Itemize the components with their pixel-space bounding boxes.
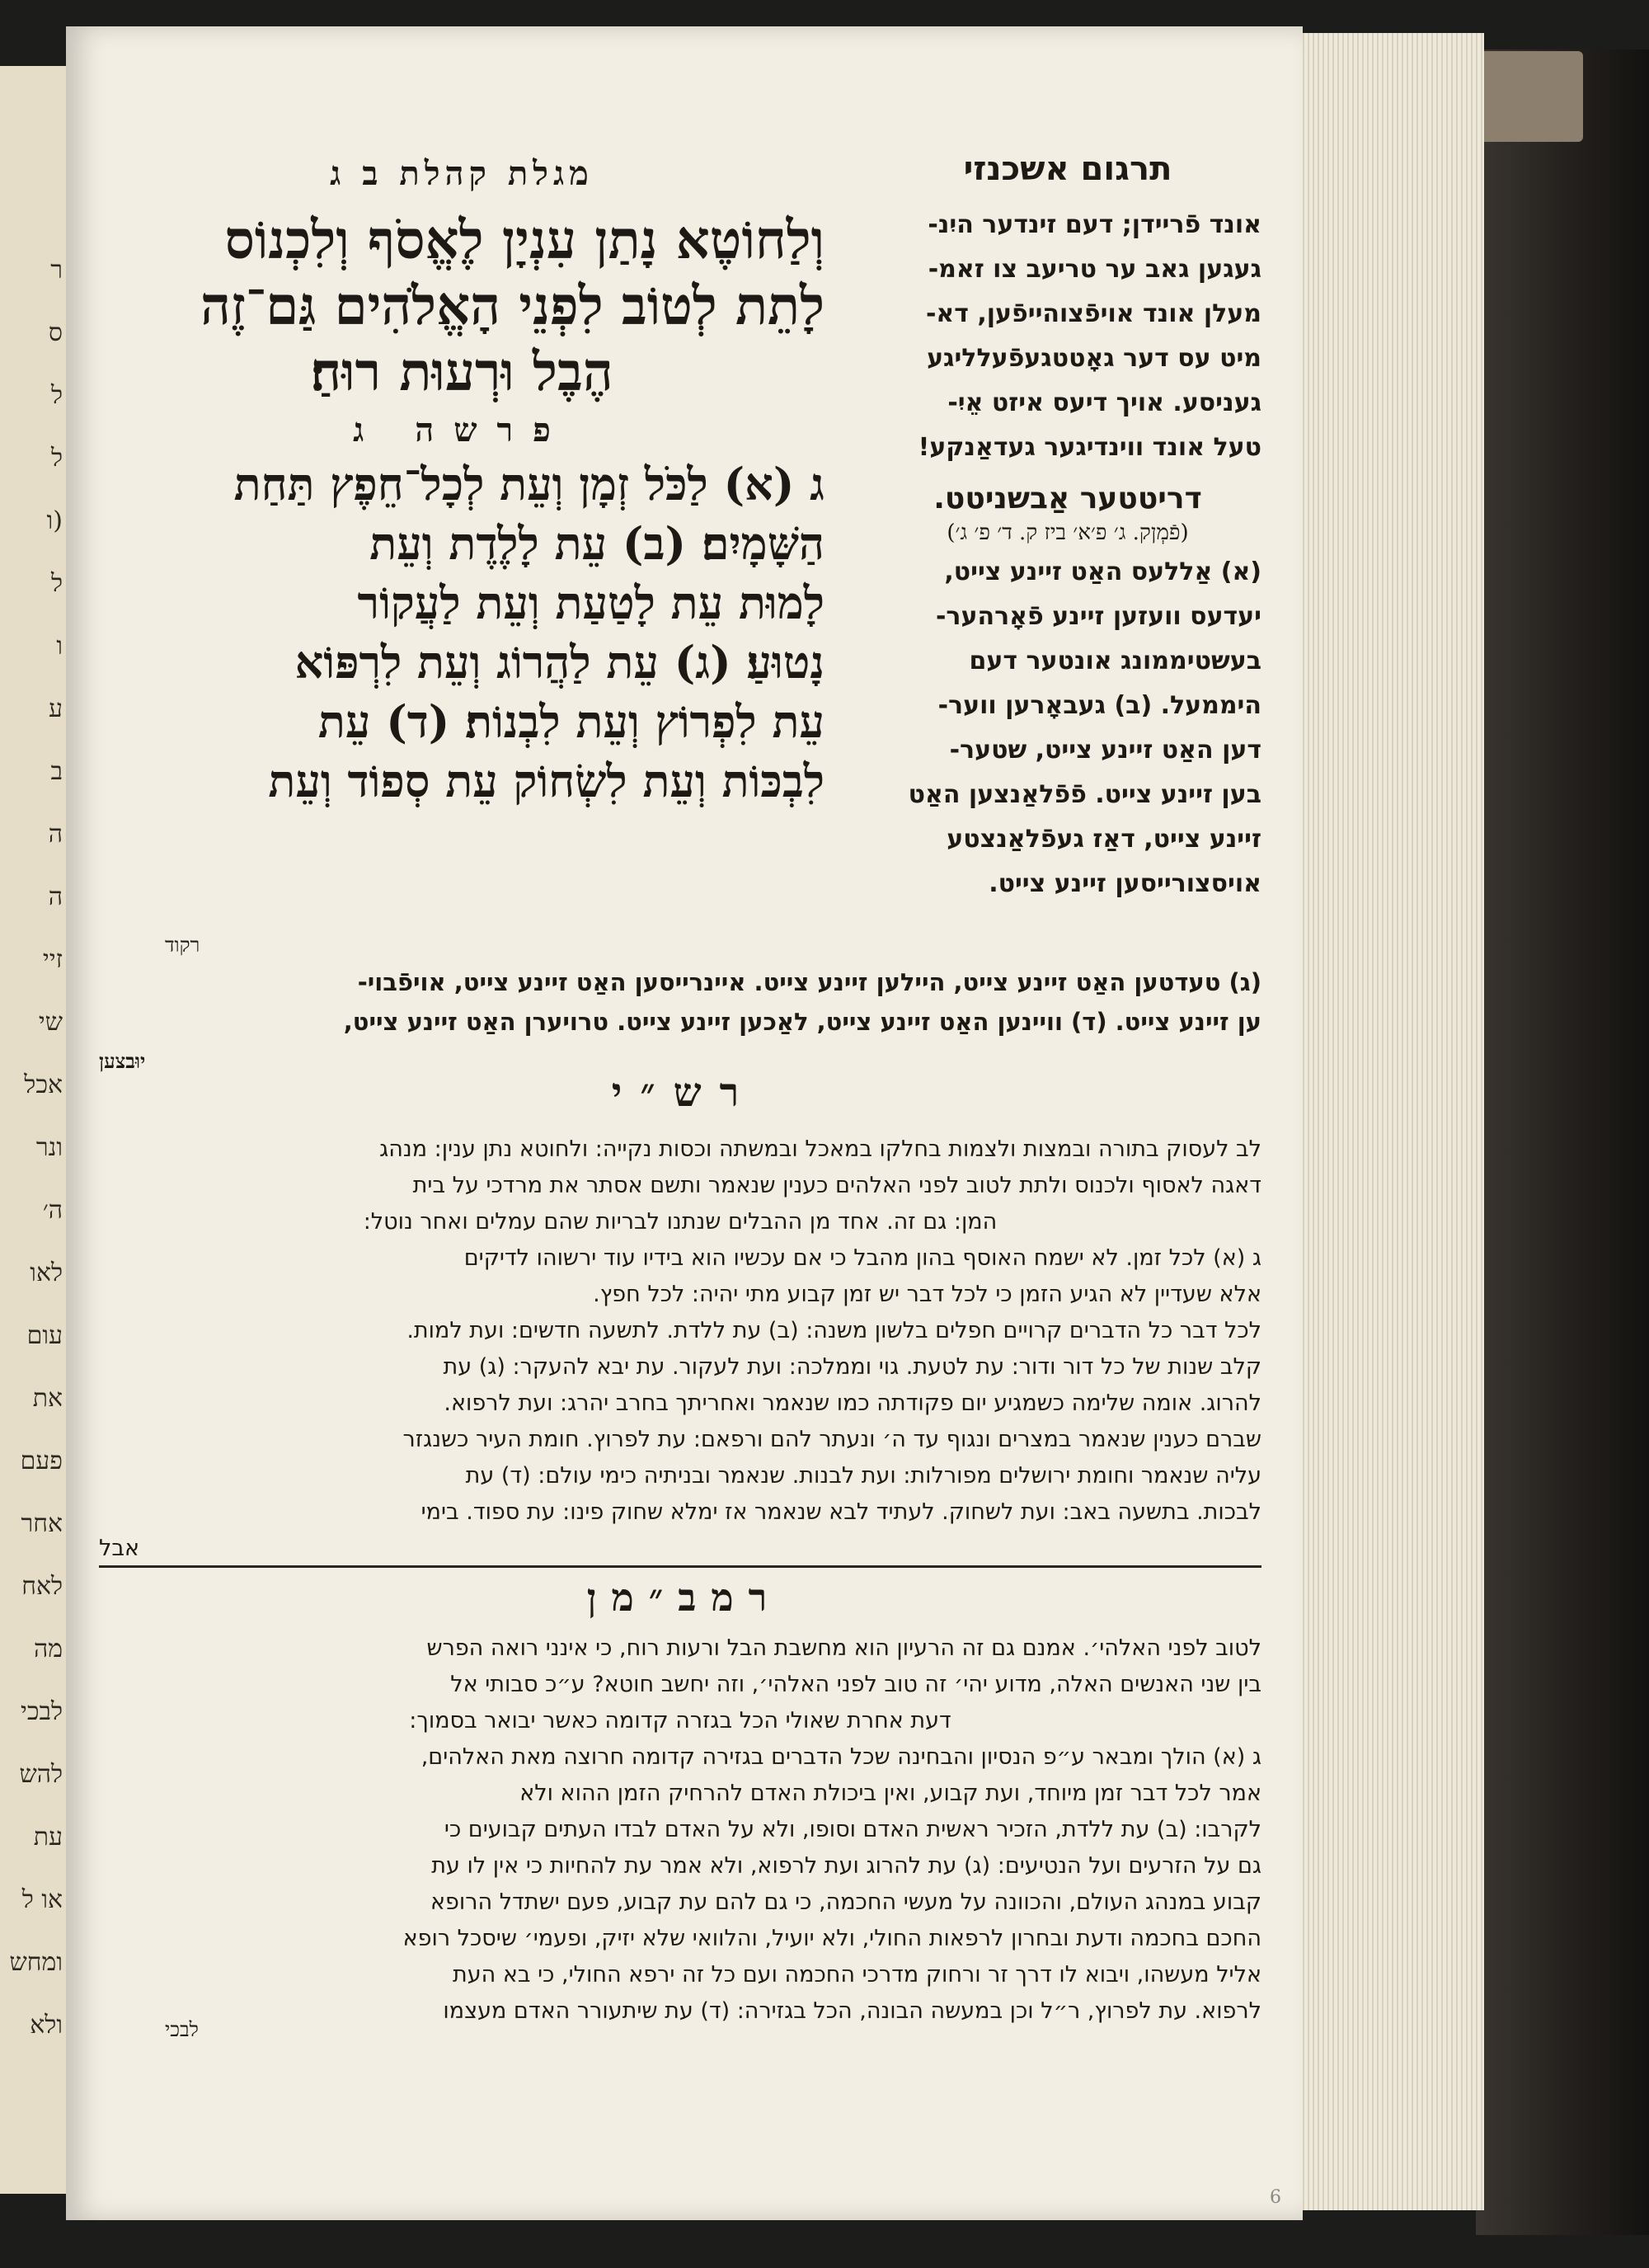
chapter-line: בען זיינע צייט. פֿפֿלאַנצען האַט <box>908 780 1261 809</box>
translation-line: טעל אונד ווינדיגער געדאַנקע! <box>918 433 1261 462</box>
translation-column <box>874 150 1261 906</box>
facing-page-fragment: להש <box>19 1760 63 1789</box>
verse-line: הֶבֶל וּרְעוּת רוּחַ׃ <box>310 341 613 403</box>
verse-line: עֵת לִפְרוֹץ וְעֵת לִבְנוֹת׃ (ד) עֵת <box>317 695 824 748</box>
facing-page-fragment: פעם <box>20 1447 63 1475</box>
ramban-line: גם על הזרעים ועל הנטיעים: (ג) עת להרוג ועת לרפוא, ולא אמר עת להחיות כי אין לו עת <box>431 1853 1261 1879</box>
facing-page-fragment: שי <box>38 1008 63 1037</box>
chapter-title: דריטטער אַבשניטט. <box>933 482 1202 515</box>
book-cover <box>1476 49 1649 2235</box>
ramban-catchword: לבכי <box>165 2018 199 2041</box>
facing-page-fragment: מה <box>33 1635 63 1663</box>
ramban-line: בין שני האנשים האלה, מדוע יהי׳ זה טוב לפני האלהי׳, וזה יחשב חוטא? ע״כ סבותי אל <box>450 1672 1261 1697</box>
catchword: יוּבצען <box>99 1049 146 1073</box>
ramban-line: לרפוא. עת לפרוץ, ר״ל וכן במעשה הבונה, הכל בגזירה: (ד) עת שיתעורר האדם מעצמו <box>443 1998 1261 2024</box>
facing-page-fragment: ה <box>48 882 63 911</box>
chapter-reference: (פֿמְןק. ג׳ פ׳א׳ ביז ק. ד׳ פ׳ ג׳) <box>947 520 1189 545</box>
translation-line: מעלן אונד אויפֿצוהייפֿען, דא- <box>925 299 1261 328</box>
ramban-line: קבוע במנהג העולם, והכוונה על מעשי החכמה, כי גם להם עת קבוע, פעם ישתדל הרופא <box>430 1889 1261 1915</box>
scroll-title: מגלת קהלת ב ג <box>330 154 594 193</box>
ramban-commentary <box>99 1630 1261 2030</box>
rashi-line: המן: גם זה. אחד מן ההבלים שנתנו לבריות שהם עמלים ואחר נוטל: <box>363 1209 998 1235</box>
verse-line: וְלַחוֹטֶא נָתַן עִנְיָן לֶאֱסֹף וְלִכְנוֹס <box>224 209 824 271</box>
verse-line: ג (א) לַכֹּל זְמָן וְעֵת לְכָל־חֵפֶץ תַּחַת <box>233 458 824 511</box>
rashi-line: שברם כענין שנאמר במצרים ונגוף עד ה׳ ונעתר להם ורפאם: עת לפרוץ. חומת העיר כשנגזר <box>402 1427 1261 1452</box>
ramban-line: החכם בחכמה ודעת ובחרון לרפאות החולי, ולא יועיל, והלוואי שלא יזיק, ופעמי׳ שיסכל רופא <box>402 1926 1261 1951</box>
ramban-line: אמר לכל דבר זמן מיוחד, ועת קבוע, ואין ביכולת האדם להרחיק הזמן ההוא ולא <box>519 1781 1261 1806</box>
translation-line: געגען גאב ער טריעב צו זאמ- <box>928 255 1261 284</box>
rashi-line: לבכות. בתשעה באב: ועת לשחוק. לעתיד לבא שנאמר אז ימלא שחוק פינו: עת ספוד. בימי <box>420 1499 1261 1525</box>
translation-lines <box>874 203 1261 470</box>
chapter-line: אויסצורייסען זיינע צייט. <box>989 869 1261 898</box>
verse-column <box>99 154 824 811</box>
facing-page-fragment: אחר <box>21 1509 63 1538</box>
facing-page-fragment: ב <box>50 757 63 786</box>
facing-page-fragment: עת <box>33 1823 63 1852</box>
section-divider <box>99 1565 1261 1568</box>
facing-page-fragment: ל <box>50 569 63 598</box>
facing-page-fragment: ס <box>48 318 63 347</box>
facing-page-fragment: ה׳ <box>42 1196 63 1225</box>
facing-page-fragment: אכל <box>24 1070 63 1099</box>
facing-page-fragment: ו <box>56 632 63 661</box>
parasha-heading: פרשה ג <box>353 411 571 449</box>
translation-span-line: (ג) טעדטען האַט זיינע צייט, היילען זיינע צייט. איינרייסען האַט זיינע צייט, אויפֿבוי- <box>357 968 1261 996</box>
facing-page-fragment: ע <box>49 694 63 723</box>
chapter-line: (א) אַללעס האַט זיינע צייט, <box>944 558 1261 586</box>
facing-page-fragment: את <box>32 1384 63 1413</box>
rashi-line: דאגה לאסוף ולכנוס ולתת לטוב לפני האלהים כענין שנאמר ותשם אסתר את מרדכי על בית <box>412 1173 1261 1198</box>
facing-page-fragment: עום <box>26 1321 63 1350</box>
facing-page-fragment: ר <box>50 256 63 285</box>
ramban-line: לטוב לפני האלהי׳. אמנם גם זה הרעיון הוא מחשבת הבל ורעות רוח, כי אינני רואה הפרש <box>426 1635 1261 1661</box>
verse-line: לִבְכּוֹת וְעֵת לִשְׂחוֹק עֵת סְפוֹד וְעֵת <box>268 755 824 807</box>
rashi-line: קלב שנות של כל דור ודור: עת לטעת. גוי וממלכה: ועת לעקור. עת יבא להעקר: (ג) עת <box>443 1354 1261 1380</box>
rashi-line: עליה שנאמר וחומת ירושלים מפורלות: ועת לבנות. שנאמר ובניתיה כימי עולם: (ד) עת <box>465 1463 1261 1489</box>
ramban-line: ג (א) הולך ומבאר ע״פ הנסיון והבחינה שכל הדברים בגזירה קדומה חרוצה מאת האלהים, <box>420 1744 1261 1770</box>
cover-corner <box>1476 51 1583 142</box>
ramban-line: אליל מעשהו, ויבוא לו דרך זר ורחוק מדרכי החכמה ועם כל זה ירפא החולי, כי בא העת <box>453 1962 1261 1988</box>
rashi-catchword: אבל <box>99 1536 140 1561</box>
rashi-commentary <box>99 1132 1261 1567</box>
translation-span-line: ען זיינע צייט. (ד) וויינען האַט זיינע צייט, לאַכען זיינע צייט. טרויערן האַט זיינע צייט, <box>343 1008 1261 1036</box>
rashi-line: ג (א) לכל זמן. לא ישמח האוסף בהון מהבל כי אם עכשיו הוא בידיו עוד ירשוהו לדיקים <box>463 1245 1261 1271</box>
facing-page-fragment: ל <box>50 444 63 473</box>
chapter-lines <box>874 550 1261 906</box>
verse-line: לָתֵת לְטוֹב לִפְנֵי הָאֱלֹהִים גַּם־זֶה <box>200 275 824 337</box>
chapter-line: היממעל. (ב) געבאָרען ווער- <box>937 691 1261 720</box>
ramban-line: דעת אחרת שאולי הכל בגזרה קדומה כאשר יבואר בסמוך: <box>409 1708 951 1734</box>
facing-page-fragment: לאח <box>21 1572 63 1601</box>
chapter-line: זיינע צייט, דאַז געפֿלאַנצטע <box>947 825 1261 854</box>
verse-line: לָמוּת עֵת לָטַעַת וְעֵת לַעֲקוֹר <box>357 576 824 629</box>
signature-mark: 6 <box>1270 2187 1281 2208</box>
facing-page-fragment: לאו <box>30 1259 63 1287</box>
facing-page-fragment: ל <box>50 381 63 410</box>
facing-page-fragment: לבכי <box>20 1697 63 1726</box>
chapter-line: יעדעס וועזען זיינע פֿאָרהער- <box>935 602 1261 631</box>
ramban-title: רמב״מן <box>586 1575 782 1620</box>
rashi-title: רש״י <box>611 1070 758 1116</box>
translation-line: מיט עס דער גאָטטגעפֿעלליגע <box>927 344 1261 373</box>
catchword: רקוד <box>165 934 200 957</box>
verse-line: הַשָּׁמָיִם׃ (ב) עֵת לָלֶדֶת וְעֵת <box>369 517 824 570</box>
translation-line: געניסע. אויך דיעס איזט אֵיִ- <box>947 388 1261 417</box>
rashi-line: לכל דבר כל הדברים קרויים חפלים בלשון משנה: (ב) עת ללדת. לתשעה חדשים: ועת למות. <box>406 1318 1261 1343</box>
page-edges <box>1294 33 1484 2210</box>
facing-page-fragment: ה <box>48 820 63 849</box>
facing-page-fragment: (ו <box>46 506 63 535</box>
rashi-line: להרוג. אומה שלימה כשמגיע יום פקודתה כמו שנאמר ואחריתך בחרב יהרג: ועת לרפוא. <box>444 1390 1261 1416</box>
chapter-line: דען האַט זיינע צייט, שטער- <box>949 736 1261 765</box>
ramban-line: לקרבו: (ב) עת ללדת, הזכיר ראשית האדם וסופו, ולא על האדם לבדו העתים קבועים כי <box>444 1817 1261 1842</box>
facing-page-fragment: ונר <box>35 1133 63 1162</box>
facing-page-fragment: זיי <box>42 945 63 974</box>
facing-page <box>0 66 68 2194</box>
translation-line: אונד פֿריידן; דעם זינדער היִנ- <box>928 210 1261 239</box>
facing-page-fragment: ולא <box>30 2011 63 2040</box>
book-page <box>66 26 1303 2220</box>
translation-title: תרגום אשכנזי <box>963 150 1172 188</box>
facing-page-fragment: או ל <box>21 1885 63 1914</box>
rashi-line: לב לעסוק בתורה ובמצות ולצמות בחלקו במאכל ובמשתה וכסות נקייה: ולחוטא נתן ענין: מנהג <box>379 1136 1261 1162</box>
facing-page-fragment: ומחש <box>9 1948 63 1977</box>
verse-line: נָטוּעַ׃ (ג) עֵת לַהֲרוֹג וְעֵת לִרְפּוֹא <box>294 636 824 689</box>
rashi-line: אלא שעדיין לא הגיע הזמן כי לכל דבר יש זמן קבוע מתי יהיה: לכל חפץ. <box>593 1282 1261 1307</box>
translation-span <box>99 962 1261 1042</box>
chapter-line: בעשטיממונג אונטער דעם <box>969 647 1261 675</box>
